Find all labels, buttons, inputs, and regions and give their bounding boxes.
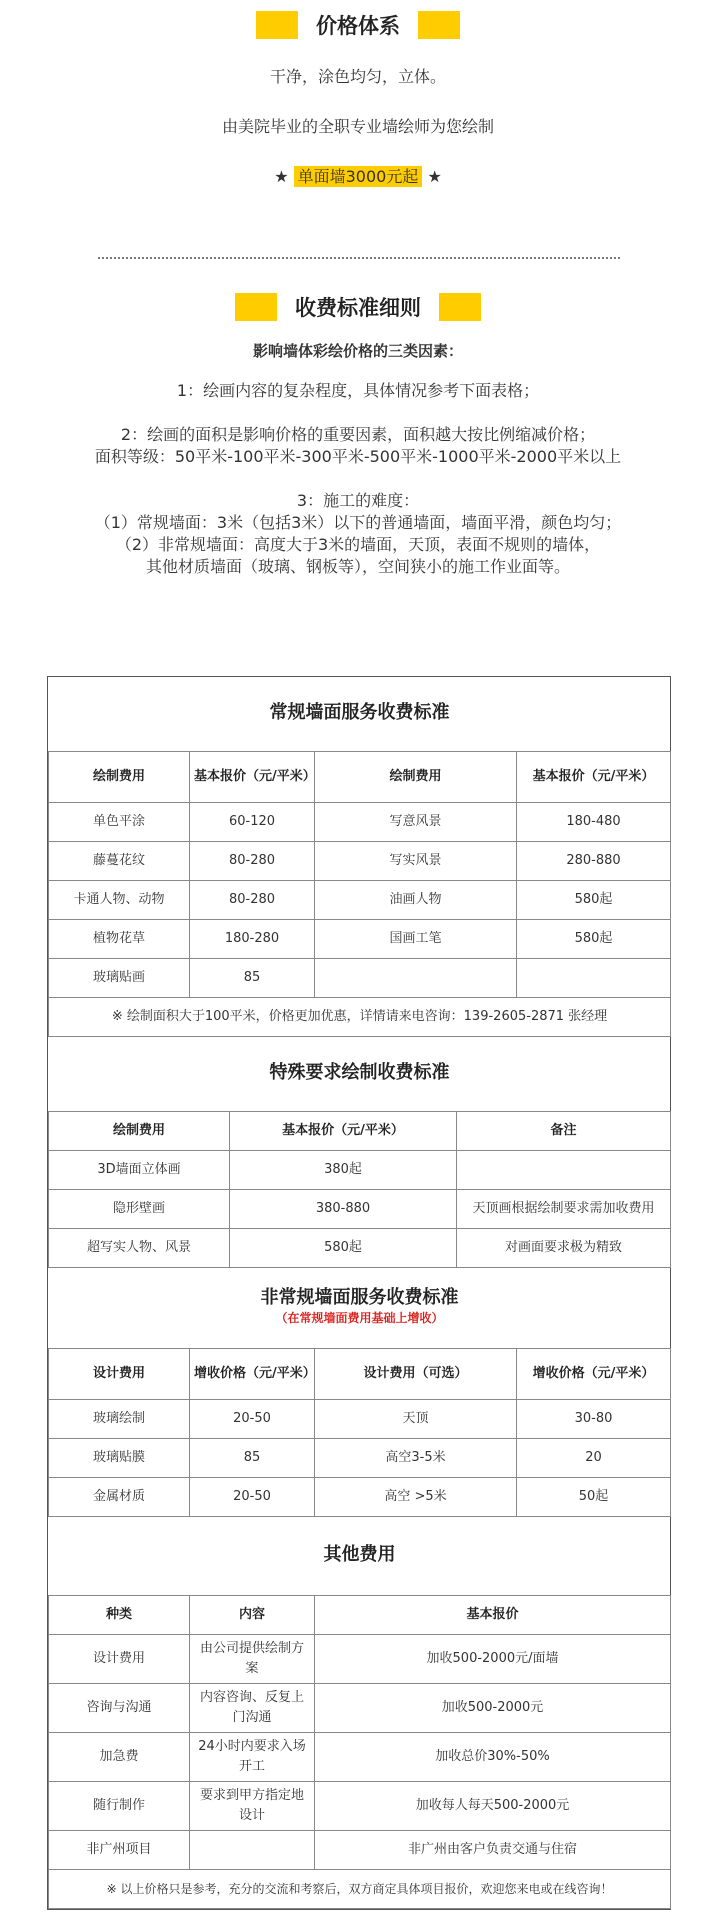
table-row xyxy=(49,1684,671,1733)
other-table-title: 其他费用 xyxy=(323,1544,396,1565)
table-cell xyxy=(517,959,671,998)
header-cell: 种类 xyxy=(49,1596,190,1635)
table-row xyxy=(49,959,671,998)
header-cell: 内容 xyxy=(190,1596,315,1635)
table-row xyxy=(49,1635,671,1684)
table-cell: 3D墙面立体画 xyxy=(49,1151,230,1190)
table-cell: 咨询与沟通 xyxy=(49,1684,190,1733)
factor-2-line1: 2：绘画的面积是影响价格的重要因素，面积越大按比例缩减价格； xyxy=(120,425,596,444)
factor-2-line2: 面积等级：50平米-100平米-300平米-500平米-1000平米-2000平米以上 xyxy=(94,447,622,466)
pricing-line2: 由美院毕业的全职专业墙绘师为您绘制 xyxy=(221,117,494,136)
irregular-table-subtitle: （在常规墙面费用基础上增收） xyxy=(275,1311,444,1325)
table-row xyxy=(49,1831,671,1870)
table-cell: 180-280 xyxy=(190,920,315,959)
table-header-row xyxy=(49,1349,671,1400)
table-cell: 30-80 xyxy=(517,1400,671,1439)
table-row xyxy=(49,920,671,959)
yellow-bar-right xyxy=(439,293,481,321)
table-row xyxy=(49,1478,671,1517)
factor-3-line2: （2）非常规墙面：高度大于3米的墙面，天顶，表面不规则的墙体， xyxy=(115,535,601,554)
table-cell: 要求到甲方指定地设计 xyxy=(190,1782,315,1831)
header-cell: 设计费用（可选） xyxy=(315,1349,517,1400)
irregular-wall-table xyxy=(48,1268,671,1517)
table-cell: 设计费用 xyxy=(49,1635,190,1684)
table-cell: 玻璃贴画 xyxy=(49,959,190,998)
star-icon: ★ xyxy=(274,167,289,186)
pricing-highlight-line xyxy=(0,166,716,188)
header-cell: 设计费用 xyxy=(49,1349,190,1400)
other-fees-table xyxy=(48,1517,671,1909)
table-cell: 卡通人物、动物 xyxy=(49,881,190,920)
regular-table-note: ※ 绘制面积大于100平米，价格更加优惠，详情请来电咨询：139-2605-2871 张经理 xyxy=(49,998,671,1037)
table-cell: 加收每人每天500-2000元 xyxy=(315,1782,671,1831)
table-cell: 非广州项目 xyxy=(49,1831,190,1870)
table-cell: 85 xyxy=(190,1439,315,1478)
factor-3-line1: （1）常规墙面：3米（包括3米）以下的普通墙面，墙面平滑，颜色均匀； xyxy=(94,513,622,532)
table-row xyxy=(49,1400,671,1439)
table-cell: 由公司提供绘制方案 xyxy=(190,1635,315,1684)
table-row xyxy=(49,842,671,881)
table-cell: 20-50 xyxy=(190,1400,315,1439)
header-cell: 绘制费用 xyxy=(315,752,517,803)
table-cell: 280-880 xyxy=(517,842,671,881)
table-cell: 国画工笔 xyxy=(315,920,517,959)
regular-wall-table xyxy=(48,677,671,1037)
table-cell: 85 xyxy=(190,959,315,998)
table-row xyxy=(49,1190,671,1229)
table-header-row xyxy=(49,1112,671,1151)
table-cell: 180-480 xyxy=(517,803,671,842)
header-cell: 增收价格（元/平米） xyxy=(517,1349,671,1400)
yellow-bar-left xyxy=(256,11,298,39)
special-table-title: 特殊要求绘制收费标准 xyxy=(269,1062,450,1083)
dotted-divider xyxy=(98,257,620,259)
table-cell: 天顶画根据绘制要求需加收费用 xyxy=(457,1190,671,1229)
header-cell: 绘制费用 xyxy=(49,1112,230,1151)
table-cell: 隐形壁画 xyxy=(49,1190,230,1229)
yellow-bar-left xyxy=(235,293,277,321)
pricing-section xyxy=(0,10,716,188)
header-cell: 增收价格（元/平米） xyxy=(190,1349,315,1400)
standard-detail-header xyxy=(0,292,716,322)
table-header-row xyxy=(49,752,671,803)
table-cell: 随行制作 xyxy=(49,1782,190,1831)
table-cell: 580起 xyxy=(517,881,671,920)
regular-table-title: 常规墙面服务收费标准 xyxy=(269,702,450,723)
table-row xyxy=(49,1229,671,1268)
table-cell: 写实风景 xyxy=(315,842,517,881)
table-cell: 580起 xyxy=(517,920,671,959)
table-cell: 380-880 xyxy=(230,1190,457,1229)
table-cell: 高空3-5米 xyxy=(315,1439,517,1478)
table-row xyxy=(49,881,671,920)
table-cell: 高空 >5米 xyxy=(315,1478,517,1517)
other-table-note: ※ 以上价格只是参考，充分的交流和考察后，双方商定具体项目报价，欢迎您来电或在线咨询！ xyxy=(49,1870,671,1909)
table-cell: 580起 xyxy=(230,1229,457,1268)
table-cell: 金属材质 xyxy=(49,1478,190,1517)
table-cell: 藤蔓花纹 xyxy=(49,842,190,881)
table-cell: 玻璃贴膜 xyxy=(49,1439,190,1478)
price-tables xyxy=(47,676,671,1910)
pricing-header xyxy=(0,10,716,40)
pricing-title: 价格体系 xyxy=(316,14,400,38)
header-cell: 基本报价（元/平米） xyxy=(230,1112,457,1151)
header-cell: 基本报价（元/平米） xyxy=(190,752,315,803)
table-cell: 单色平涂 xyxy=(49,803,190,842)
special-table xyxy=(48,1037,671,1268)
table-cell: 天顶 xyxy=(315,1400,517,1439)
irregular-table-title: 非常规墙面服务收费标准 xyxy=(260,1287,459,1308)
table-cell: 加收500-2000元 xyxy=(315,1684,671,1733)
table-cell xyxy=(190,1831,315,1870)
standard-detail-title: 收费标准细则 xyxy=(295,296,421,320)
table-cell xyxy=(315,959,517,998)
table-row xyxy=(49,803,671,842)
table-cell: 加收500-2000元/面墙 xyxy=(315,1635,671,1684)
price-highlight: 单面墙3000元起 xyxy=(294,166,423,187)
yellow-bar-right xyxy=(418,11,460,39)
table-cell: 50起 xyxy=(517,1478,671,1517)
table-cell xyxy=(457,1151,671,1190)
table-cell: 加急费 xyxy=(49,1733,190,1782)
table-cell: 超写实人物、风景 xyxy=(49,1229,230,1268)
header-cell: 基本报价 xyxy=(315,1596,671,1635)
factor-3-title: 3：施工的难度： xyxy=(296,491,420,510)
factor-1: 1：绘画内容的复杂程度，具体情况参考下面表格； xyxy=(176,381,540,400)
table-cell: 玻璃绘制 xyxy=(49,1400,190,1439)
table-header-row xyxy=(49,1596,671,1635)
table-cell: 80-280 xyxy=(190,842,315,881)
table-cell: 写意风景 xyxy=(315,803,517,842)
table-cell: 80-280 xyxy=(190,881,315,920)
table-row xyxy=(49,1733,671,1782)
table-cell: 380起 xyxy=(230,1151,457,1190)
header-cell: 备注 xyxy=(457,1112,671,1151)
table-cell: 内容咨询、反复上门沟通 xyxy=(190,1684,315,1733)
table-cell: 20-50 xyxy=(190,1478,315,1517)
header-cell: 基本报价（元/平米） xyxy=(517,752,671,803)
table-cell: 植物花草 xyxy=(49,920,190,959)
factors-subtitle: 影响墙体彩绘价格的三类因素： xyxy=(252,342,463,360)
table-cell: 60-120 xyxy=(190,803,315,842)
table-cell: 非广州由客户负责交通与住宿 xyxy=(315,1831,671,1870)
header-cell: 绘制费用 xyxy=(49,752,190,803)
table-row xyxy=(49,1439,671,1478)
table-cell: 对画面要求极为精致 xyxy=(457,1229,671,1268)
table-cell: 24小时内要求入场开工 xyxy=(190,1733,315,1782)
standard-detail-section xyxy=(0,292,716,578)
table-cell: 油画人物 xyxy=(315,881,517,920)
table-cell: 20 xyxy=(517,1439,671,1478)
pricing-line1: 干净，涂色均匀，立体。 xyxy=(269,67,446,86)
table-row xyxy=(49,1151,671,1190)
table-row xyxy=(49,1782,671,1831)
factor-3-line3: 其他材质墙面（玻璃、钢板等），空间狭小的施工作业面等。 xyxy=(145,557,570,576)
star-icon: ★ xyxy=(427,167,442,186)
table-cell: 加收总价30%-50% xyxy=(315,1733,671,1782)
